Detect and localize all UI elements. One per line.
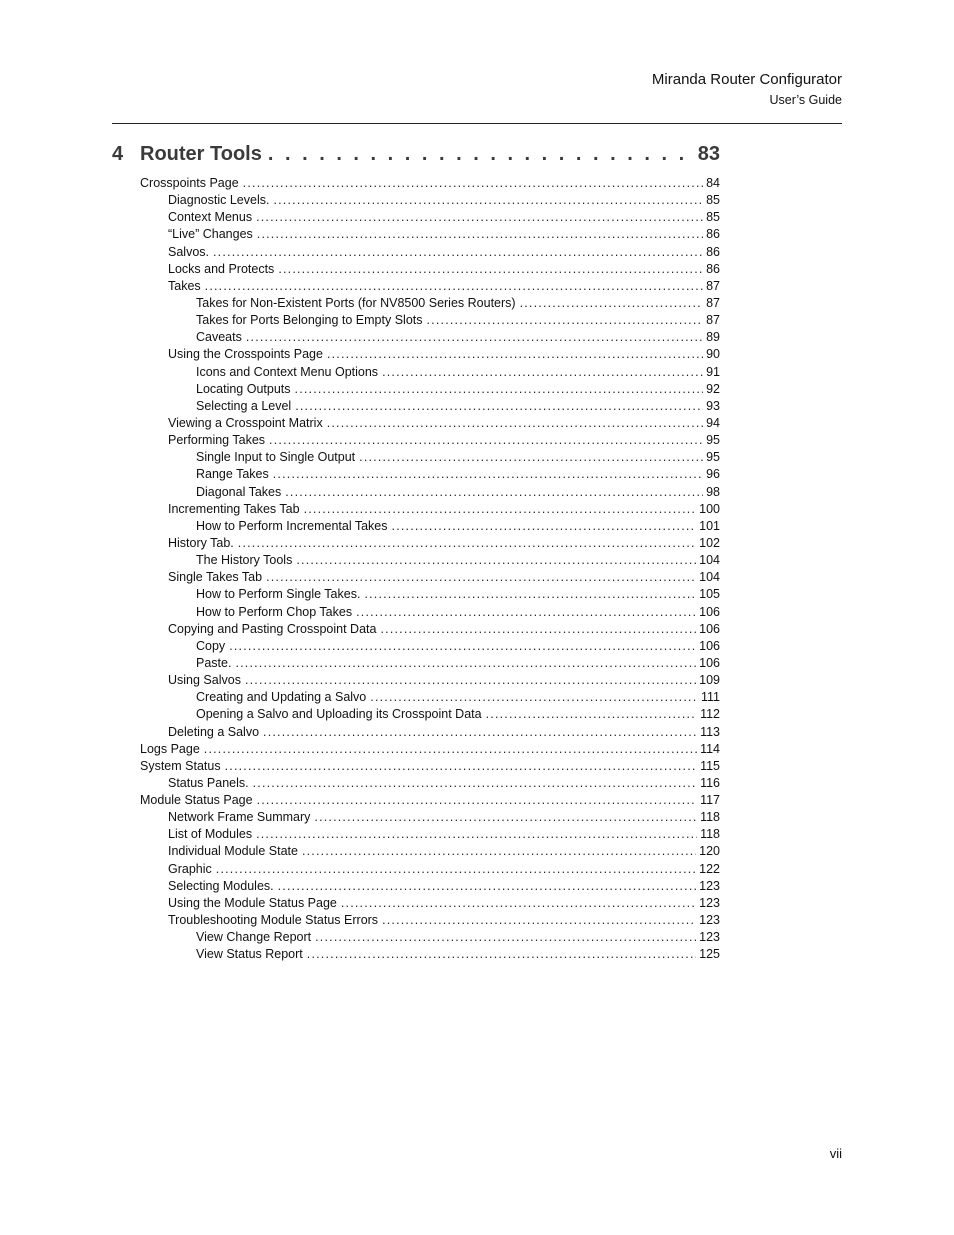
toc-entry-label: Performing Takes xyxy=(168,433,266,448)
toc-entry[interactable] xyxy=(140,466,720,483)
toc-entry-page: 123 xyxy=(699,878,720,893)
toc-entry-label: Creating and Updating a Salvo xyxy=(196,690,367,705)
toc-entry-label: Opening a Salvo and Uploading its Crosspoint Data xyxy=(196,707,482,722)
dot-leader xyxy=(364,586,696,603)
toc-entry-page: 106 xyxy=(699,638,720,653)
dot-leader xyxy=(356,604,696,621)
dot-leader xyxy=(370,689,698,706)
dot-leader xyxy=(278,261,703,278)
toc-entry-label: Logs Page xyxy=(140,741,200,756)
toc-entry-label: Deleting a Salvo xyxy=(168,724,260,739)
toc-entry-page: 114 xyxy=(700,741,720,756)
toc-entry-page: 96 xyxy=(706,467,720,482)
toc-entry-page: 84 xyxy=(706,176,720,190)
toc-entry[interactable] xyxy=(140,689,720,706)
toc-entry[interactable] xyxy=(140,381,720,398)
toc-entry[interactable] xyxy=(140,226,720,243)
toc-entry[interactable] xyxy=(140,741,720,758)
dot-leader xyxy=(295,398,703,415)
running-header xyxy=(652,70,842,109)
dot-leader xyxy=(295,381,704,398)
toc-entry-label: Using the Module Status Page xyxy=(168,895,337,910)
toc-entry-page: 112 xyxy=(700,707,720,722)
dot-leader xyxy=(380,621,696,638)
toc-entry-page: 87 xyxy=(706,295,720,310)
toc-entry[interactable] xyxy=(140,484,720,501)
chapter-number: 4 xyxy=(112,143,124,165)
toc-entry-page: 93 xyxy=(706,398,720,413)
toc-entry[interactable] xyxy=(140,586,720,603)
toc-entry[interactable] xyxy=(140,929,720,946)
dot-leader xyxy=(520,295,704,312)
toc-entry-label: History Tab. xyxy=(168,535,234,550)
dot-leader xyxy=(296,552,696,569)
toc-entry[interactable] xyxy=(140,398,720,415)
toc-entry-page: 91 xyxy=(706,364,720,379)
toc-entry-page: 86 xyxy=(706,244,720,259)
toc-entry[interactable] xyxy=(140,672,720,689)
dot-leader xyxy=(273,466,703,483)
toc-entry-page: 106 xyxy=(699,621,720,636)
toc-entry-page: 94 xyxy=(706,415,720,430)
page-number: vii xyxy=(829,1146,842,1161)
dot-leader xyxy=(304,501,697,518)
toc-entry-page: 106 xyxy=(699,655,720,670)
toc-entry-label: Range Takes xyxy=(196,467,269,482)
dot-leader xyxy=(257,226,703,243)
toc-entry-page: 98 xyxy=(706,484,720,499)
dot-leader xyxy=(216,861,696,878)
dot-leader xyxy=(205,278,703,295)
toc-entry-label: Salvos. xyxy=(168,244,209,259)
toc-entry-label: Diagnostic Levels. xyxy=(168,193,270,208)
dot-leader xyxy=(486,706,697,723)
dot-leader xyxy=(213,244,703,261)
toc-entry-label: How to Perform Single Takes. xyxy=(196,587,361,602)
toc-entry[interactable] xyxy=(140,775,720,792)
toc-entry-page: 87 xyxy=(706,313,720,328)
toc-entry-label: The History Tools xyxy=(196,553,293,568)
dot-leader xyxy=(341,895,696,912)
toc-entry[interactable] xyxy=(140,449,720,466)
toc-entry-page: 102 xyxy=(699,535,720,550)
toc-entry[interactable] xyxy=(140,192,720,209)
toc-entry-page: 85 xyxy=(706,210,720,225)
toc-entry-page: 85 xyxy=(706,193,720,208)
toc-entry[interactable] xyxy=(140,878,720,895)
dot-leader xyxy=(382,912,696,929)
toc-entry-label: List of Modules xyxy=(168,827,253,842)
toc-entry[interactable] xyxy=(140,706,720,723)
toc-list xyxy=(140,175,720,963)
toc-entry[interactable] xyxy=(140,861,720,878)
toc-entry[interactable] xyxy=(140,552,720,569)
toc-entry[interactable] xyxy=(140,209,720,226)
toc-entry-page: 90 xyxy=(706,347,720,362)
dot-leader xyxy=(243,175,703,192)
dot-leader xyxy=(246,329,703,346)
toc-entry-page: 95 xyxy=(706,433,720,448)
toc-entry[interactable] xyxy=(140,912,720,929)
toc-entry[interactable] xyxy=(140,278,720,295)
toc-entry[interactable] xyxy=(140,244,720,261)
toc-entry-page: 86 xyxy=(706,227,720,242)
toc-entry-label: Using the Crosspoints Page xyxy=(168,347,323,362)
toc-entry-label: Selecting a Level xyxy=(196,398,292,413)
toc-entry[interactable] xyxy=(140,175,720,192)
toc-entry-page: 87 xyxy=(706,278,720,293)
dot-leader xyxy=(245,672,696,689)
toc-entry-page: 115 xyxy=(700,758,720,773)
toc-entry-label: Caveats xyxy=(196,330,242,345)
toc-entry-page: 123 xyxy=(699,913,720,928)
toc-entry[interactable] xyxy=(140,895,720,912)
toc-entry[interactable] xyxy=(140,792,720,809)
dot-leader xyxy=(427,312,704,329)
dot-leader xyxy=(225,758,697,775)
toc-entry-label: Copy xyxy=(196,638,226,653)
header-rule xyxy=(112,123,842,124)
dot-leader xyxy=(327,415,703,432)
dot-leader xyxy=(302,843,696,860)
toc-entry[interactable] xyxy=(140,724,720,741)
dot-leader xyxy=(269,432,703,449)
toc-entry-label: Using Salvos xyxy=(168,673,241,688)
toc-entry[interactable] xyxy=(140,501,720,518)
toc-entry[interactable] xyxy=(140,329,720,346)
toc-entry-page: 106 xyxy=(699,604,720,619)
toc-entry-label: View Status Report xyxy=(196,947,303,962)
toc-entry-label: Takes xyxy=(168,278,201,293)
toc-entry-page: 92 xyxy=(706,381,720,396)
toc-entry-page: 101 xyxy=(699,518,720,533)
toc-entry-page: 118 xyxy=(700,810,720,825)
toc-entry[interactable] xyxy=(140,261,720,278)
toc-entry-page: 113 xyxy=(700,724,720,739)
dot-leader xyxy=(256,209,703,226)
dot-leader xyxy=(315,929,696,946)
chapter-heading[interactable] xyxy=(112,143,720,166)
toc-entry-label: Takes for Non-Existent Ports (for NV8500 Series Routers) xyxy=(196,295,516,310)
toc-entry-page: 100 xyxy=(699,501,720,516)
toc-entry[interactable] xyxy=(140,621,720,638)
toc-entry-label: Troubleshooting Module Status Errors xyxy=(168,913,379,928)
dot-leader xyxy=(285,484,703,501)
dot-leader xyxy=(257,792,697,809)
toc-entry-label: View Change Report xyxy=(196,930,312,945)
toc-entry[interactable] xyxy=(140,604,720,621)
chapter-title: Router Tools xyxy=(140,143,262,165)
toc-entry-page: 123 xyxy=(699,895,720,910)
toc-entry[interactable] xyxy=(140,312,720,329)
dot-leader xyxy=(235,655,696,672)
toc-entry-label: Takes for Ports Belonging to Empty Slots xyxy=(196,313,423,328)
toc-entry-page: 105 xyxy=(699,587,720,602)
dot-leader xyxy=(307,946,696,963)
toc-entry-label: Incrementing Takes Tab xyxy=(168,501,300,516)
toc-entry-page: 111 xyxy=(700,690,720,705)
toc-entry-page: 118 xyxy=(700,827,720,842)
toc-entry-label: Locks and Protects xyxy=(168,261,275,276)
toc-entry[interactable] xyxy=(140,809,720,826)
dot-leader xyxy=(263,724,697,741)
toc-entry-label: How to Perform Incremental Takes xyxy=(196,518,388,533)
dot-leader xyxy=(238,535,696,552)
toc-entry-label: Locating Outputs xyxy=(196,381,291,396)
toc-entry-label: Selecting Modules. xyxy=(168,878,274,893)
dot-leader xyxy=(253,775,697,792)
toc-entry-label: Copying and Pasting Crosspoint Data xyxy=(168,621,377,636)
dot-leader xyxy=(314,809,697,826)
dot-leader xyxy=(278,878,697,895)
toc-entry-page: 95 xyxy=(706,450,720,465)
dot-leader xyxy=(268,143,694,166)
toc-entry[interactable] xyxy=(140,569,720,586)
toc-entry[interactable] xyxy=(140,346,720,363)
toc-entry-label: Single Takes Tab xyxy=(168,570,263,585)
toc-entry[interactable] xyxy=(140,295,720,312)
toc-entry-page: 117 xyxy=(700,793,720,808)
toc-entry-page: 89 xyxy=(706,330,720,345)
toc-entry[interactable] xyxy=(140,946,720,963)
toc-entry[interactable] xyxy=(140,432,720,449)
dot-leader xyxy=(266,569,696,586)
dot-leader xyxy=(382,364,703,381)
toc-entry[interactable] xyxy=(140,364,720,381)
toc-entry[interactable] xyxy=(140,758,720,775)
toc-entry-page: 86 xyxy=(706,261,720,276)
toc-entry-label: Single Input to Single Output xyxy=(196,450,356,465)
toc-entry-label: Diagonal Takes xyxy=(196,484,282,499)
toc-entry[interactable] xyxy=(140,415,720,432)
dot-leader xyxy=(256,826,697,843)
toc-entry-label: Icons and Context Menu Options xyxy=(196,364,379,379)
toc-entry-label: Graphic xyxy=(168,861,212,876)
chapter-page: 83 xyxy=(697,143,720,165)
toc-entry[interactable] xyxy=(140,638,720,655)
toc-entry-label: System Status xyxy=(140,758,221,773)
dot-leader xyxy=(273,192,703,209)
dot-leader xyxy=(229,638,696,655)
toc-entry[interactable] xyxy=(140,843,720,860)
toc-entry-label: Individual Module State xyxy=(168,844,298,859)
toc-entry[interactable] xyxy=(140,518,720,535)
toc-entry-label: Viewing a Crosspoint Matrix xyxy=(168,415,323,430)
toc-entry-label: Context Menus xyxy=(168,210,253,225)
toc-entry-page: 122 xyxy=(699,861,720,876)
toc-entry-page: 109 xyxy=(699,673,720,688)
document-title: Miranda Router Configurator xyxy=(651,71,842,88)
toc-entry-page: 104 xyxy=(699,553,720,568)
toc-entry-label: How to Perform Chop Takes xyxy=(196,604,353,619)
dot-leader xyxy=(392,518,697,535)
toc-entry-label: Network Frame Summary xyxy=(168,810,311,825)
toc-entry[interactable] xyxy=(140,535,720,552)
toc-entry-label: Status Panels. xyxy=(168,775,249,790)
toc-entry-label: “Live” Changes xyxy=(168,227,253,242)
toc-entry-label: Paste. xyxy=(196,655,232,670)
dot-leader xyxy=(327,346,703,363)
toc-entry-label: Crosspoints Page xyxy=(140,176,239,190)
toc-entry[interactable] xyxy=(140,826,720,843)
dot-leader xyxy=(359,449,703,466)
document-subtitle: User’s Guide xyxy=(769,93,842,107)
toc-entry-page: 116 xyxy=(700,775,720,790)
dot-leader xyxy=(204,741,697,758)
toc-entry-page: 125 xyxy=(699,947,720,962)
toc-entry-label: Module Status Page xyxy=(140,793,253,808)
toc-entry-page: 104 xyxy=(699,570,720,585)
toc-entry-page: 120 xyxy=(699,844,720,859)
toc-entry[interactable] xyxy=(140,655,720,672)
toc-entry-page: 123 xyxy=(699,930,720,945)
